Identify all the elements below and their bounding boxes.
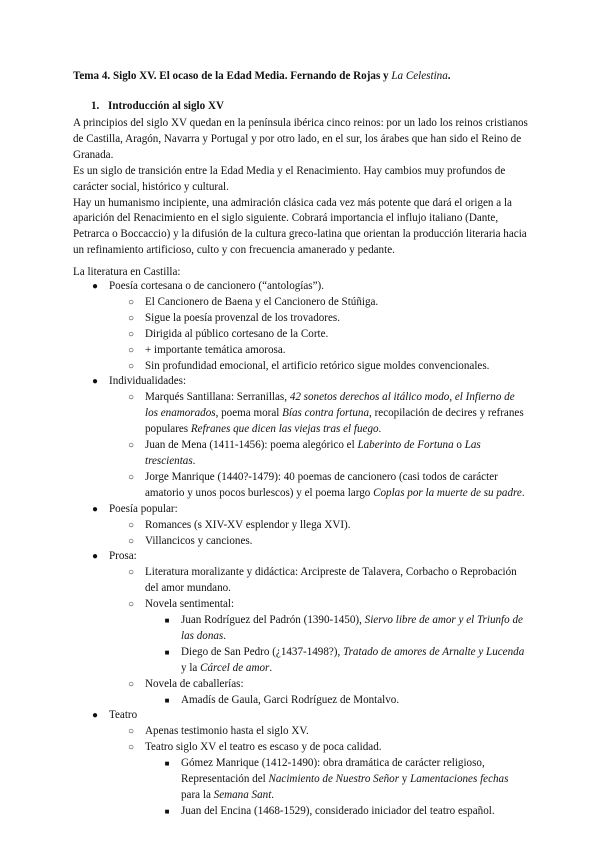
outline-item-level-2 bbox=[0, 327, 600, 343]
text-run: Poesía popular: bbox=[109, 502, 178, 515]
text-run: Villancicos y canciones. bbox=[145, 534, 253, 547]
text-run: Sigue la poesía provenzal de los trovadores. bbox=[145, 311, 341, 324]
outline-item-level-2 bbox=[0, 534, 600, 550]
title-suffix: . bbox=[447, 70, 451, 82]
circle-bullet-icon: ○ bbox=[127, 360, 135, 372]
text-run: . bbox=[378, 423, 382, 436]
text-run: para la bbox=[181, 789, 214, 801]
circle-bullet-icon: ○ bbox=[127, 678, 135, 690]
circle-bullet-icon: ○ bbox=[127, 440, 135, 452]
outline-item-level-2 bbox=[0, 565, 600, 597]
outline-item-level-1 bbox=[0, 502, 600, 518]
outline-item-text bbox=[145, 597, 525, 613]
outline-item-text bbox=[145, 565, 525, 597]
text-run: + importante temática amorosa. bbox=[145, 343, 286, 356]
italic-title: 42 sonetos derechos al itálico modo bbox=[289, 391, 450, 404]
text-run: o bbox=[453, 439, 465, 452]
text-run: , bbox=[449, 391, 455, 404]
outline-item-text bbox=[109, 502, 525, 518]
circle-bullet-icon: ○ bbox=[127, 535, 135, 547]
outline-item-text bbox=[109, 549, 525, 565]
section-number: 1. bbox=[91, 100, 100, 112]
circle-bullet-icon: ○ bbox=[127, 471, 135, 483]
outline-item-level-2 bbox=[0, 470, 600, 502]
outline-item-level-2 bbox=[0, 311, 600, 327]
outline-item-text bbox=[109, 374, 525, 390]
text-run: Novela sentimental: bbox=[145, 598, 235, 611]
outline-item-level-1 bbox=[0, 708, 600, 724]
italic-title: Refranes que dicen las viejas tras el fuego bbox=[190, 423, 379, 436]
text-run: Gómez Manrique (1412-1490): obra dramática de carácter religioso, Representación del bbox=[181, 757, 485, 786]
disc-bullet-icon: ● bbox=[91, 281, 99, 292]
outline-item-text bbox=[145, 470, 525, 502]
square-bullet-icon: ■ bbox=[164, 647, 170, 657]
text-run: , recopilación de decires y refranes populares bbox=[145, 407, 524, 436]
outline-item-level-3 bbox=[0, 613, 600, 645]
circle-bullet-icon: ○ bbox=[127, 392, 135, 404]
title-work: La Celestina bbox=[391, 70, 448, 82]
text-run: Sin profundidad emocional, el artificio retórico sigue moldes convencionales. bbox=[145, 359, 490, 372]
outline-item-text bbox=[145, 677, 525, 693]
outline-item-level-2 bbox=[0, 390, 600, 438]
title-prefix: Tema 4. Siglo XV. El ocaso de la Edad Media. Fernando de Rojas y bbox=[73, 70, 392, 82]
square-bullet-icon: ■ bbox=[164, 759, 170, 769]
italic-title: Bías contra fortuna bbox=[282, 407, 370, 420]
disc-bullet-icon: ● bbox=[91, 503, 99, 515]
square-bullet-icon: ■ bbox=[164, 806, 170, 816]
text-run: Diego de San Pedro (¿1437-1498?), bbox=[181, 645, 344, 658]
document-title bbox=[73, 69, 451, 85]
outline-item-text bbox=[145, 343, 525, 359]
intro-paragraph: Hay un humanismo incipiente, una admiración clásica cada vez más potente que dará el origen a la aparición del Renacimiento en el siglo siguiente. Cobrará importancia el influjo italiano (Dante, Petrarca o Boccaccio) y la difusión de la cultura greco-latina que orientan la producción literaria hacia un refinamiento artificioso, culto y con frecuencia amanerado y pedante. bbox=[73, 196, 527, 257]
outline-item-level-2 bbox=[0, 597, 600, 613]
circle-bullet-icon: ○ bbox=[127, 328, 135, 340]
circle-bullet-icon: ○ bbox=[127, 567, 135, 579]
outline-item-text bbox=[181, 756, 526, 804]
section-heading bbox=[91, 99, 224, 115]
outline-item-level-2 bbox=[0, 677, 600, 693]
italic-title: Nacimiento de Nuestro Señor bbox=[268, 773, 400, 786]
text-run: Poesía cortesana o de cancionero (“antologías”). bbox=[109, 280, 325, 292]
italic-title: Siervo libre de amor y el Triunfo de las donas bbox=[181, 614, 523, 642]
outline-item-text bbox=[145, 311, 525, 327]
outline-item-level-3 bbox=[0, 756, 600, 804]
text-run: Teatro siglo XV el teatro es escaso y de poca calidad. bbox=[145, 741, 382, 754]
text-run: Romances (s XIV-XV esplendor y llega XVI). bbox=[145, 518, 351, 531]
outline-item-text bbox=[145, 724, 525, 740]
circle-bullet-icon: ○ bbox=[127, 296, 135, 308]
italic-title: el Infierno de los enamorados bbox=[145, 391, 515, 420]
text-run: Prosa: bbox=[109, 550, 137, 563]
circle-bullet-icon: ○ bbox=[127, 519, 135, 531]
italic-title: Cárcel de amor bbox=[200, 661, 270, 674]
text-run: . bbox=[269, 661, 273, 674]
literature-label: La literatura en Castilla: bbox=[73, 266, 181, 278]
circle-bullet-icon: ○ bbox=[127, 742, 135, 754]
section-title: Introducción al siglo XV bbox=[108, 100, 224, 112]
text-run: Jorge Manrique (1440?-1479): 40 poemas de cancionero (casi todos de carácter amatorio y unos pocos burlescos) y el poema largo bbox=[145, 470, 498, 499]
disc-bullet-icon: ● bbox=[91, 710, 99, 722]
outline-item-text bbox=[109, 279, 525, 295]
text-run: Apenas testimonio hasta el siglo XV. bbox=[145, 725, 309, 738]
square-bullet-icon: ■ bbox=[164, 616, 170, 626]
square-bullet-icon: ■ bbox=[164, 695, 170, 705]
outline-item-level-2 bbox=[0, 740, 600, 756]
outline-item-text bbox=[181, 645, 526, 677]
outline-item-text bbox=[181, 693, 526, 709]
text-run: y la bbox=[181, 661, 201, 674]
disc-bullet-icon: ● bbox=[91, 376, 99, 388]
circle-bullet-icon: ○ bbox=[127, 599, 135, 611]
text-run: Dirigida al público cortesano de la Corte. bbox=[145, 327, 329, 340]
italic-title: Tratado de amores de Arnalte y Lucenda bbox=[343, 645, 525, 658]
italic-title: Semana Sant bbox=[213, 789, 272, 801]
outline-item-text bbox=[109, 708, 525, 724]
outline-item-level-3 bbox=[0, 645, 600, 677]
outline-item-text bbox=[145, 359, 525, 375]
text-run: y bbox=[399, 773, 411, 786]
text-run: . bbox=[521, 486, 525, 499]
outline-item-level-2 bbox=[0, 518, 600, 534]
circle-bullet-icon: ○ bbox=[127, 312, 135, 324]
text-run: . bbox=[223, 629, 227, 642]
italic-title: Coplas por la muerte de su padre bbox=[373, 486, 522, 499]
outline-item-text bbox=[145, 327, 525, 343]
text-run: . bbox=[192, 454, 196, 467]
outline-item-text bbox=[145, 438, 525, 470]
outline-item-level-2 bbox=[0, 438, 600, 470]
outline-item-text bbox=[145, 534, 525, 550]
intro-paragraph: A principios del siglo XV quedan en la península ibérica cinco reinos: por un lado los reinos cristianos de Castilla, Aragón, Navarra y Portugal y por otro lado, en el sur, los árabes que han sido el Reino de Granada. bbox=[73, 117, 528, 161]
outline-item-level-2 bbox=[0, 343, 600, 359]
circle-bullet-icon: ○ bbox=[127, 726, 135, 738]
outline-item-level-1 bbox=[0, 279, 600, 295]
text-run: Juan Rodríguez del Padrón (1390-1450), bbox=[181, 614, 365, 627]
italic-title: Las trescientas bbox=[145, 439, 481, 467]
outline-item-level-2 bbox=[0, 724, 600, 740]
text-run: Teatro bbox=[109, 709, 138, 722]
disc-bullet-icon: ● bbox=[91, 551, 99, 563]
outline-item-level-2 bbox=[0, 295, 600, 311]
text-run: . bbox=[271, 789, 275, 801]
outline-item-text bbox=[145, 740, 525, 756]
italic-title: Lamentaciones fechas bbox=[410, 773, 509, 786]
intro-text bbox=[73, 116, 528, 259]
outline-item-level-3 bbox=[0, 804, 600, 820]
outline-item-text bbox=[145, 295, 525, 311]
text-run: Marqués Santillana: Serranillas, bbox=[145, 391, 290, 404]
outline-item-level-2 bbox=[0, 359, 600, 375]
text-run: Amadís de Gaula, Garci Rodríguez de Montalvo. bbox=[181, 693, 400, 706]
text-run: El Cancionero de Baena y el Cancionero de Stúñiga. bbox=[145, 295, 379, 308]
outline-item-text bbox=[181, 613, 526, 645]
text-run: , poema moral bbox=[215, 407, 283, 420]
outline-item-text bbox=[145, 518, 525, 534]
text-run: Novela de caballerías: bbox=[145, 677, 244, 690]
italic-title: Laberinto de Fortuna bbox=[357, 439, 454, 452]
outline-item-text bbox=[181, 804, 526, 820]
literature-outline bbox=[0, 279, 600, 820]
outline-item-text bbox=[145, 390, 525, 438]
text-run: Juan del Encina (1468-1529), considerado iniciador del teatro español. bbox=[181, 804, 495, 817]
outline-item-level-3 bbox=[0, 693, 600, 709]
text-run: Individualidades: bbox=[109, 375, 187, 388]
circle-bullet-icon: ○ bbox=[127, 344, 135, 356]
outline-item-level-1 bbox=[0, 374, 600, 390]
text-run: Literatura moralizante y didáctica: Arcipreste de Talavera, Corbacho o Reprobación del amor mundano. bbox=[145, 566, 517, 595]
text-run: Juan de Mena (1411-1456): poema alegórico el bbox=[145, 439, 358, 452]
intro-paragraph: Es un siglo de transición entre la Edad Media y el Renacimiento. Hay cambios muy profundos de carácter social, histórico y cultural. bbox=[73, 164, 506, 193]
outline-item-level-1 bbox=[0, 549, 600, 565]
